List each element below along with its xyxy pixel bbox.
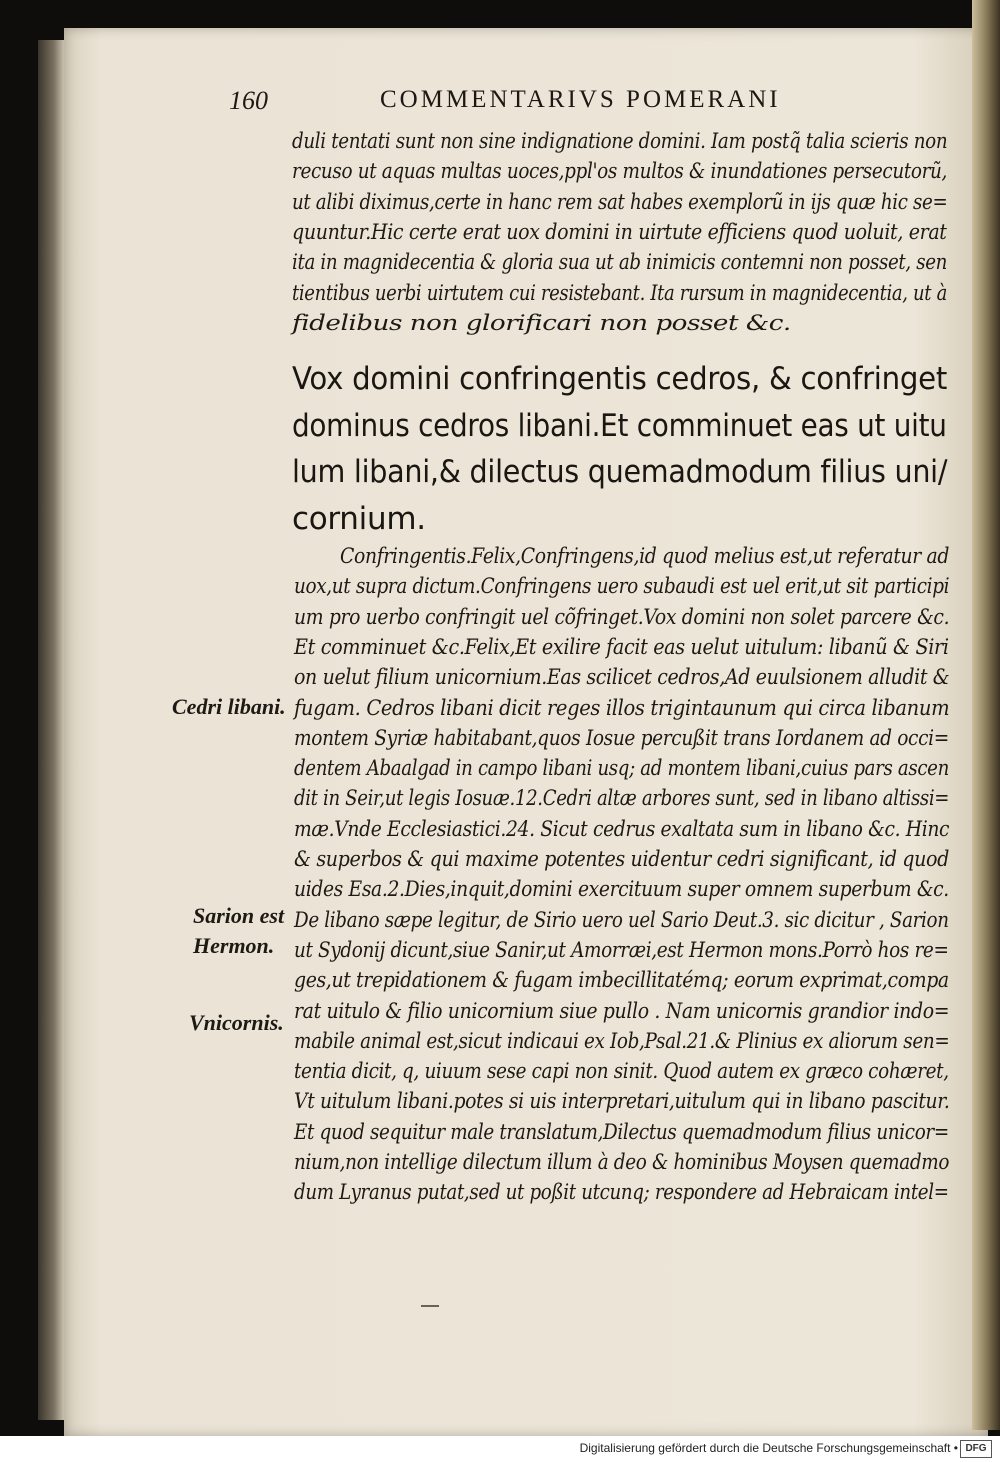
commentary-line: dum Lyranus putat,sed ut poßit utcunq; respondere ad Hebraicam intel= <box>294 1180 949 1205</box>
commentary-line: ges,ut trepidationem & fugam imbecillitatémq; eorum exprimat,compa <box>294 968 949 993</box>
commentary-line: montem Syriæ habitabant,quos Iosue percußit trans Iordanem ad occi= <box>294 725 949 750</box>
verse-line: lum libani,& dilectus quemadmodum filius uni/ <box>292 454 948 490</box>
commentary-line: um pro uerbo confringit uel cõfringet.Vox domini non solet parcere &c. <box>294 604 950 629</box>
commentary-line: on uelut filium unicornium.Eas scilicet cedros,Ad euulsionem alludit & <box>294 665 950 690</box>
verse-line: dominus cedros libani.Et comminuet eas ut uitu <box>292 407 947 444</box>
commentary-line: Et comminuet &c.Felix,Et exilire facit eas uelut uitulum: libanũ & Siri <box>294 634 949 659</box>
commentary-line: rat uitulo & filio unicornium siue pullo . Nam unicornis grandior indo= <box>294 998 950 1023</box>
commentary-line: Vt uitulum libani.potes si uis interpretari,uitulum qui in libano pascitur. <box>294 1089 950 1114</box>
commentary-line: tentia dicit, q, uiuum sese capi non sinit. Quod autem ex græco cohæret, <box>294 1059 949 1084</box>
margin-note-unicornis: Vnicornis. <box>189 1010 284 1035</box>
book-right-edge <box>972 0 1000 1430</box>
commentary-line: quuntur.Hic certe erat uox domini in uirtute efficiens quod uoluit, erat <box>292 219 947 244</box>
footer-bar <box>0 1436 1000 1462</box>
commentary-line: nium,non intellige dilectum illum à deo & hominibus Moysen quemadmo <box>294 1150 950 1174</box>
commentary-line: mæ.Vnde Ecclesiastici.24. Sicut cedrus exaltata sum in libano &c. Hinc <box>294 816 950 841</box>
running-head: COMMENTARIVS POMERANI <box>380 86 781 113</box>
margin-note-sarion: Sarion est <box>193 903 285 928</box>
page-number: 160 <box>229 86 268 115</box>
commentary-line: & superbos & qui maxime potentes uidentur cedri significant, id quod <box>294 847 950 871</box>
commentary-line: ut alibi diximus,certe in hanc rem sat habes exemplorũ in ijs quæ hic se= <box>292 189 948 214</box>
commentary-line: Et quod sequitur male translatum,Dilectus quemadmodum filius unicor= <box>294 1119 949 1144</box>
commentary-line: ut Sydonij dicunt,siue Sanir,ut Amorræi,est Hermon mons.Porrò hos re= <box>294 937 949 962</box>
verse-line: Vox domini confringentis cedros, & confringet <box>292 361 947 397</box>
commentary-line: duli tentati sunt non sine indignatione domini. Iam postq̃ talia scieris non <box>292 129 948 153</box>
commentary-line: uides Esa.2.Dies,inquit,domini exercituum super omnem superbum &c. <box>294 877 949 902</box>
commentary-line: fugam. Cedros libani dicit reges illos trigintaunum qui circa libanum <box>294 695 950 720</box>
commentary-line: Confringentis.Felix,Confringens,id quod melius est,ut referatur ad <box>340 544 949 568</box>
commentary-line: fidelibus non glorificari non posset &c. <box>292 310 791 335</box>
page-mark <box>421 1305 439 1307</box>
commentary-line: ita in magnidecentia & gloria sua ut ab inimicis contemni non posset, sen <box>292 250 948 275</box>
commentary-line: recuso ut aquas multas uoces,ppl'os multos & inundationes persecutorũ, <box>292 159 948 184</box>
commentary-line: dit in Seir,ut legis Iosuæ.12.Cedri altæ arbores sunt, sed in libano altissi= <box>294 786 950 811</box>
book-left-edge <box>38 40 64 1420</box>
commentary-line: dentem Abaalgad in campo libani usq; ad montem libani,cuius pars ascen <box>294 756 949 781</box>
commentary-line: mabile animal est,sicut indicaui ex Iob,Psal.21.& Plinius ex aliorum sen= <box>294 1028 950 1053</box>
page-header <box>0 86 1000 120</box>
footer-credit: Digitalisierung gefördert durch die Deutsche Forschungsgemeinschaft • <box>579 1441 958 1455</box>
commentary-line: De libano sæpe legitur, de Sirio uero uel Sario Deut.3. sic dicitur , Sarion <box>294 907 949 932</box>
commentary-line: tientibus uerbi uirtutem cui resistebant. Ita rursum in magnidecentia, ut à <box>292 280 947 305</box>
dfg-logo: DFG <box>960 1440 992 1458</box>
margin-note-hermon: Hermon. <box>193 933 275 958</box>
commentary-line: uox,ut supra dictum.Confringens uero subaudi est uel erit,ut sit participi <box>294 574 950 599</box>
verse-line: cornium. <box>292 500 426 537</box>
margin-note-cedri-libani: Cedri libani. <box>172 694 286 719</box>
